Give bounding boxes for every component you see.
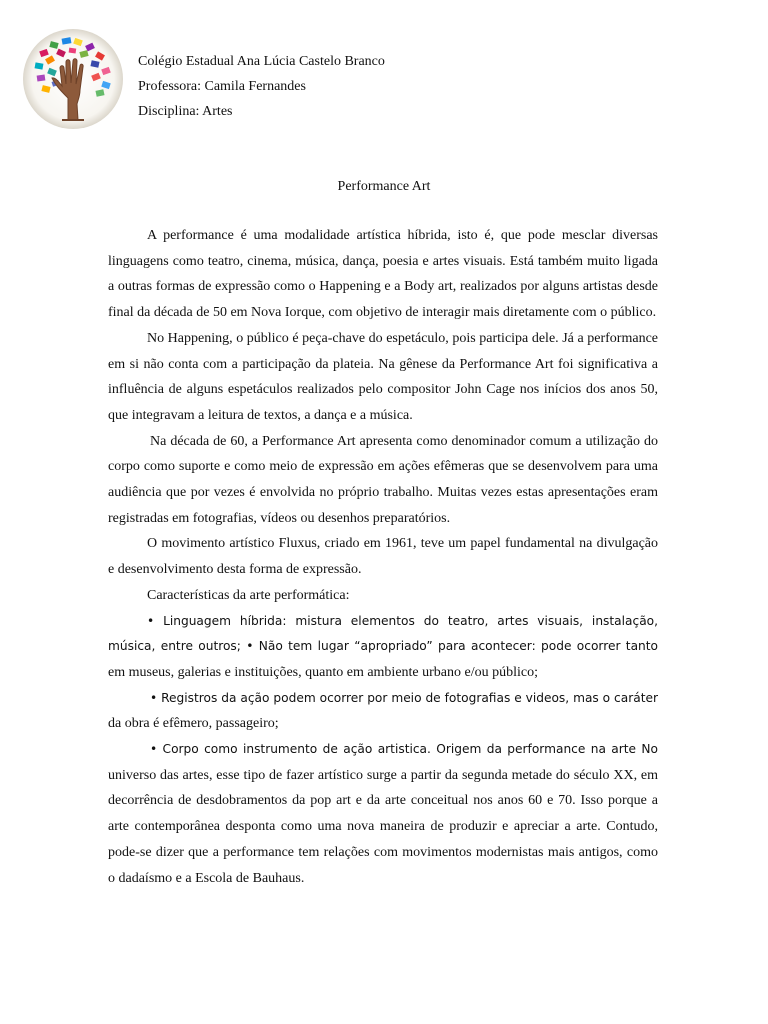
- list-heading: Características da arte performática:: [147, 587, 350, 603]
- paragraph: No Happening, o público é peça-chave do espetáculo, pois participa dele. Já a performance em si não conta com a participação da plateia. Na gênese da Performance Art foi significativa a influência de alguns espetáculos realizados pelo compositor John Cage nos inícios dos anos 50, que integravam a leitura de textos, a dança e a música.: [108, 330, 658, 423]
- tree-of-books-hand-icon: [22, 28, 124, 130]
- paragraph: Na década de 60, a Performance Art apresenta como denominador comum a utilização do corpo como suporte e como meio de expressão em ações efêmeras que se desenvolvem para uma audiência que por vezes é envolvida no próprio trabalho. Muitas vezes estas apresentações eram registradas em fotografias, vídeos ou desenhos preparatórios.: [108, 433, 658, 526]
- paragraph: O movimento artístico Fluxus, criado em 1961, teve um papel fundamental na divulgação e desenvolvimento desta forma de expressão.: [108, 536, 658, 578]
- teacher-name: Professora: Camila Fernandes: [138, 79, 306, 94]
- bullet-text: • Corpo como instrumento de ação artistica. Origem da performance na arte No: [150, 742, 658, 757]
- bullet-text: • Registros da ação podem ocorrer por meio de fotografias e videos, mas o caráter: [150, 690, 658, 705]
- school-name: Colégio Estadual Ana Lúcia Castelo Branco: [138, 54, 385, 69]
- school-logo: [22, 28, 124, 130]
- bullet-text-continuation: em museus, galerias e instituições, quanto em ambiente urbano e/ou público;: [108, 664, 539, 680]
- bullet-text: • Linguagem híbrida: mistura elementos do teatro, artes visuais, instalação, música, entre outros; • Não tem lugar “apropriado” para acontecer: pode ocorrer tanto: [108, 613, 658, 654]
- bullet-item: [108, 686, 658, 737]
- document-body: [108, 223, 658, 891]
- document-header: [138, 49, 385, 124]
- bullet-text-continuation: da obra é efêmero, passageiro;: [108, 716, 279, 732]
- subject-name: Disciplina: Artes: [138, 104, 233, 119]
- document-title: Performance Art: [337, 179, 431, 194]
- paragraph: A performance é uma modalidade artística híbrida, isto é, que pode mesclar diversas linguagens como teatro, cinema, música, dança, poesia e artes visuais. Está também muito ligada a outras formas de expressão como o Happening e a Body art, realizados por alguns artistas desde final da década de 50 em Nova Iorque, com objetivo de interagir mais diretamente com o público.: [108, 228, 658, 321]
- bullet-item: [108, 737, 658, 891]
- bullet-text-continuation: universo das artes, esse tipo de fazer artístico surge a partir da segunda metade do século XX, em decorrência de desdobramentos da pop art e da arte conceitual nos anos 60 e 70. Isso porque a arte contemporânea desponta como uma nova maneira de produzir e apreciar a arte. Contudo, pode-se dizer que a performance tem relações com movimentos modernistas mais antigos, como o dadaísmo e a Escola de Bauhaus.: [108, 767, 658, 886]
- bullet-item: [108, 609, 658, 686]
